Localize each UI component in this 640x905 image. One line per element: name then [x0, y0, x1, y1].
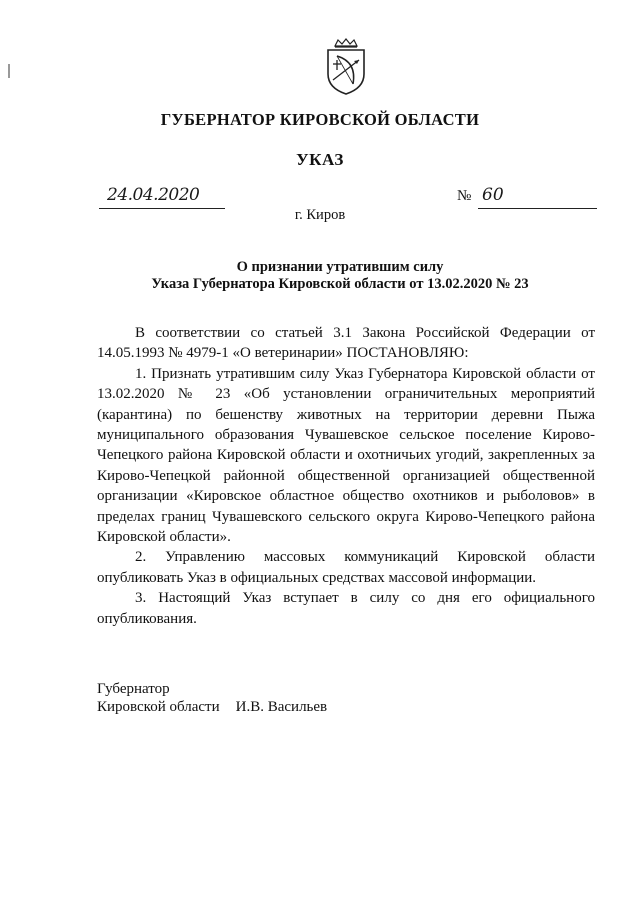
- title-line-2: Указа Губернатора Кировской области от 13.02.2020 № 23: [151, 276, 529, 292]
- paragraph-2: 2. Управлению массовых коммуникаций Кировской области опубликовать Указ в официальных средствах массовой информации.: [97, 549, 595, 586]
- number-line: [478, 186, 597, 209]
- number-label: №: [457, 188, 472, 204]
- document-type: УКАЗ: [296, 150, 344, 169]
- paragraph-1: 1. Признать утратившим силу Указ Губернатора Кировской области от 13.02.2020 № 23 «Об установлении ограничительных мероприятий (карантина) по бешенству животных на территории деревни Пыжа муниципального образования Чувашевское сельское поселение Кирово-Чепецкого района Кировской области и охотничьих угодий, закрепленных за Кирово-Чепецкой районной общественной организацией общественной организации «Кировское областное общество охотников и рыболовов» в пределах границ Чувашевского сельского округа Кирово-Чепецкого района Кировской области».: [97, 365, 595, 546]
- signature-block: [97, 680, 327, 716]
- coat-of-arms-icon: [323, 38, 369, 96]
- issuing-authority: ГУБЕРНАТОР КИРОВСКОЙ ОБЛАСТИ: [160, 110, 480, 129]
- margin-mark: [8, 64, 10, 78]
- handwritten-number: 60: [482, 185, 504, 205]
- paragraph-preamble: В соответствии со статьей 3.1 Закона Российской Федерации от 14.05.1993 № 4979-1 «О ветеринарии» ПОСТАНОВЛЯЮ:: [97, 325, 595, 362]
- title-line-1: О признании утратившим силу: [236, 259, 444, 275]
- signatory-name: И.В. Васильев: [235, 699, 328, 715]
- paragraph-3: 3. Настоящий Указ вступает в силу со дня его официального опубликования.: [97, 590, 595, 627]
- city: г. Киров: [294, 207, 346, 223]
- document-title: [60, 259, 620, 293]
- handwritten-date: 24.04.2020: [107, 185, 200, 205]
- signature-region: Кировской области: [97, 699, 220, 715]
- date-field: [99, 186, 225, 209]
- document-body: [97, 323, 595, 629]
- signature-region-line: [97, 698, 327, 716]
- number-field: [457, 186, 597, 208]
- signature-position: Губернатор: [97, 681, 170, 697]
